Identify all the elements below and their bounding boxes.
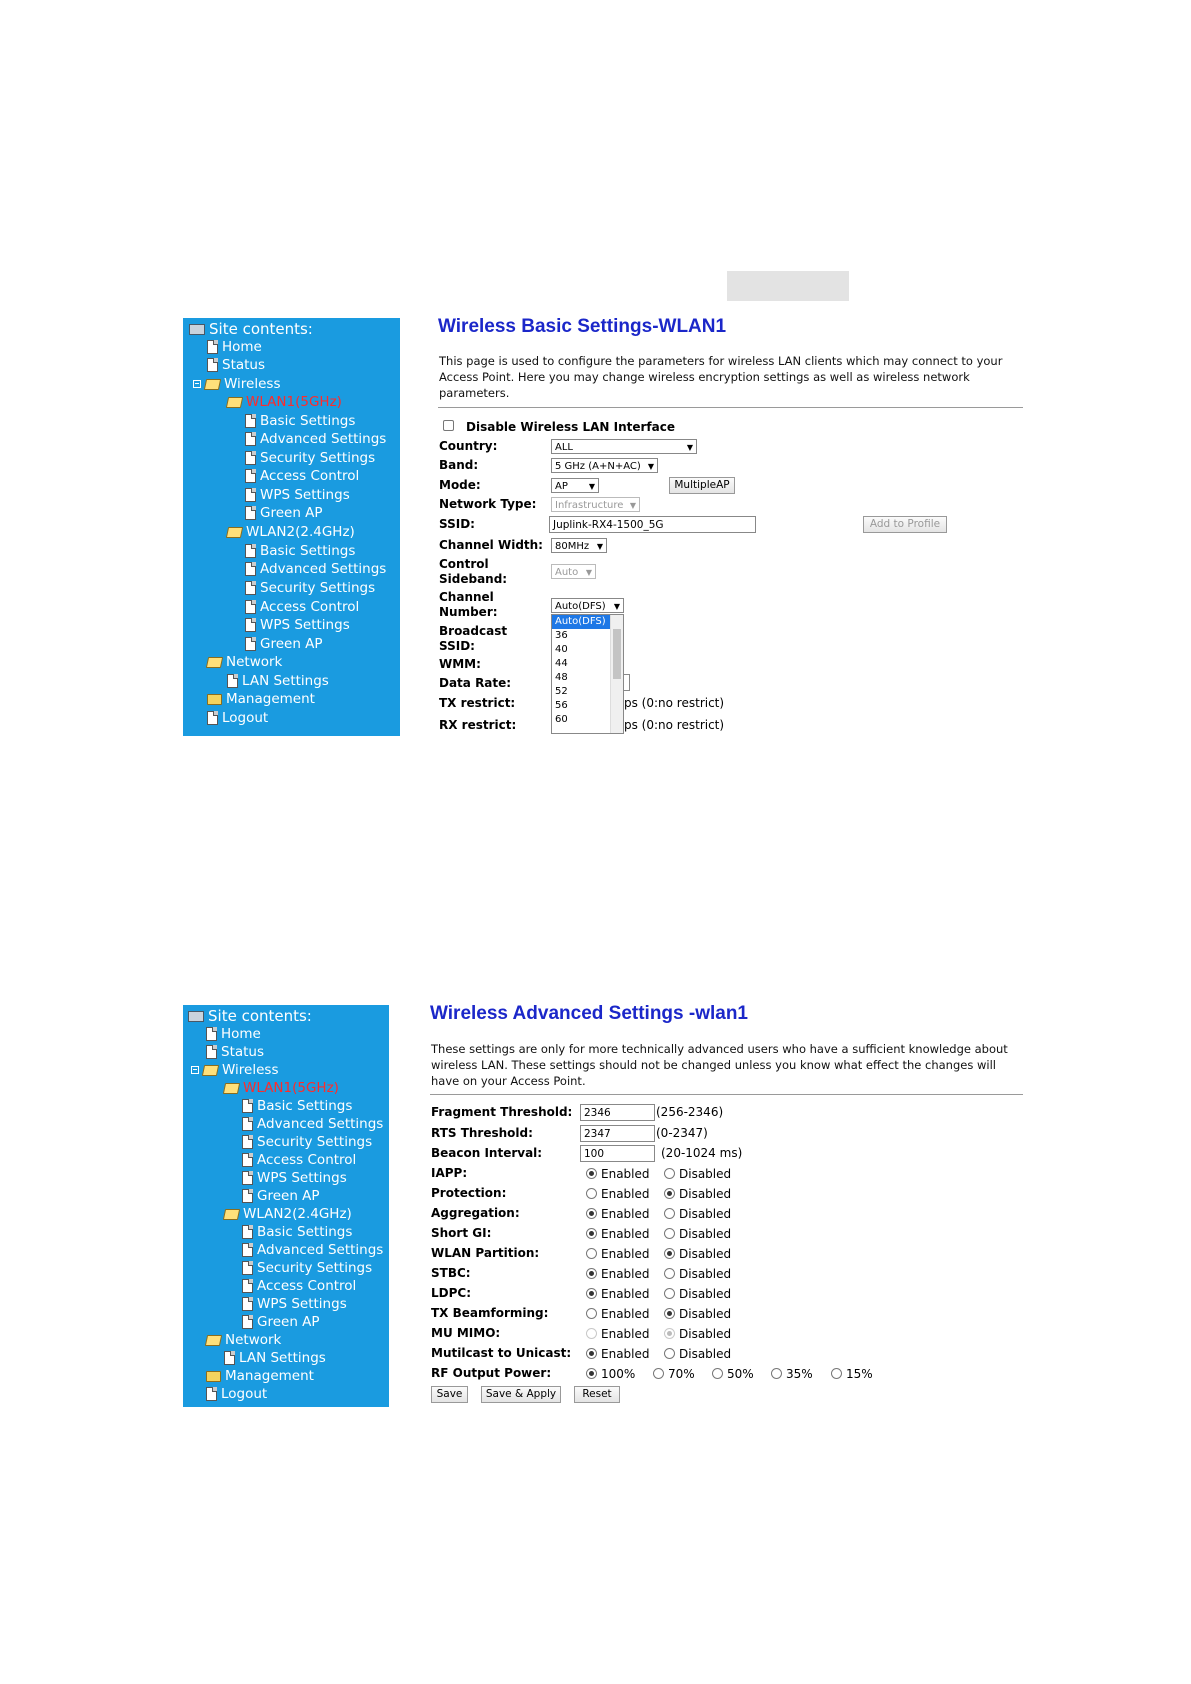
country-select[interactable]: ALL ▼ — [551, 439, 697, 454]
tx-restrict-suffix: ps (0:no restrict) — [624, 696, 725, 710]
page-description: These settings are only for more technically advanced users who have a sufficient knowledge about wireless LAN. These settings should not be changed unless you know what effect the changes will have on your Access Point. — [431, 1042, 1008, 1088]
disabled-radio[interactable] — [664, 1308, 675, 1319]
page-icon — [242, 1099, 253, 1113]
disable-wlan-label: Disable Wireless LAN Interface — [466, 420, 675, 434]
channel-option[interactable]: 40 — [555, 644, 568, 655]
collapse-icon[interactable] — [193, 380, 201, 388]
control-sideband-label: Control Sideband: — [439, 557, 508, 586]
sidebar-2 — [183, 1005, 389, 1407]
page-icon — [245, 414, 256, 428]
fragment-threshold-label: Fragment Threshold: — [431, 1105, 573, 1119]
mode-label: Mode: — [439, 478, 481, 492]
enabled-radio[interactable] — [586, 1328, 597, 1339]
sidebar-title: Site contents: — [189, 320, 313, 338]
enabled-radio[interactable] — [586, 1348, 597, 1359]
disabled-text: Disabled — [679, 1187, 732, 1201]
sidebar-item-advanced-settings[interactable]: Advanced Settings — [245, 430, 386, 448]
page-title: Wireless Basic Settings-WLAN1 — [438, 316, 727, 337]
disabled-radio[interactable] — [664, 1208, 675, 1219]
page-icon — [227, 674, 238, 688]
data-rate-label: Data Rate: — [439, 676, 512, 690]
rx-restrict-label: RX restrict: — [439, 718, 517, 732]
band-label: Band: — [439, 458, 479, 472]
channel-option[interactable]: 52 — [555, 686, 568, 697]
sidebar-item-status[interactable]: Status — [206, 1043, 264, 1061]
option-label: STBC: — [431, 1266, 471, 1280]
gray-placeholder-box — [727, 271, 849, 301]
page-description: This page is used to configure the parameters for wireless LAN clients which may connect to your Access Point. Here you may change wireless encryption settings as well as wireless network parameters. — [439, 354, 1003, 400]
page-icon — [242, 1189, 253, 1203]
sidebar-item-advanced-settings[interactable]: Advanced Settings — [245, 560, 386, 578]
sidebar-item-green-ap[interactable]: Green AP — [242, 1187, 320, 1205]
disabled-radio[interactable] — [664, 1168, 675, 1179]
page-icon — [245, 469, 256, 483]
computer-icon — [188, 1011, 204, 1022]
page-icon — [242, 1171, 253, 1185]
page-icon — [242, 1135, 253, 1149]
sidebar-item-wireless[interactable]: Wireless — [191, 1061, 279, 1079]
chevron-down-icon: ▼ — [585, 568, 592, 577]
channel-number-label: Channel Number: — [439, 590, 498, 619]
sidebar-item-security-settings[interactable]: Security Settings — [245, 579, 375, 597]
save-button[interactable]: Save — [431, 1386, 468, 1403]
sidebar-item-wps-settings[interactable]: WPS Settings — [245, 486, 350, 504]
sidebar-title: Site contents: — [188, 1007, 312, 1025]
option-label: LDPC: — [431, 1286, 472, 1300]
disabled-text: Disabled — [679, 1327, 732, 1341]
page-icon — [207, 358, 218, 372]
collapse-icon[interactable] — [191, 1066, 199, 1074]
page-icon — [206, 1027, 217, 1041]
mode-select[interactable]: AP ▼ — [551, 478, 599, 493]
page-icon — [245, 506, 256, 520]
disabled-radio[interactable] — [664, 1328, 675, 1339]
disabled-radio[interactable] — [664, 1268, 675, 1279]
disabled-radio[interactable] — [664, 1348, 675, 1359]
folder-open-icon — [223, 1209, 240, 1220]
rf-power-option-text: 15% — [846, 1367, 873, 1381]
folder-open-icon — [204, 379, 221, 390]
channel-option[interactable]: 48 — [555, 672, 568, 683]
chevron-down-icon: ▼ — [686, 443, 693, 452]
enabled-radio[interactable] — [586, 1248, 597, 1259]
network-type-select[interactable]: Infrastructure ▼ — [551, 497, 640, 512]
page-icon — [242, 1117, 253, 1131]
sidebar-item-security-settings[interactable]: Security Settings — [242, 1259, 372, 1277]
enabled-text: Enabled — [601, 1327, 650, 1341]
scrollbar-thumb[interactable] — [613, 629, 621, 679]
disabled-radio[interactable] — [664, 1248, 675, 1259]
sidebar-item-wps-settings[interactable]: WPS Settings — [245, 616, 350, 634]
folder-icon — [206, 1371, 221, 1382]
broadcast-ssid-label: Broadcast SSID: — [439, 624, 508, 653]
sidebar-item-green-ap[interactable]: Green AP — [242, 1313, 320, 1331]
disabled-text: Disabled — [679, 1247, 732, 1261]
enabled-text: Enabled — [601, 1347, 650, 1361]
channel-number-select[interactable]: Auto(DFS) ▼ — [551, 598, 624, 613]
ssid-label: SSID: — [439, 517, 475, 531]
enabled-text: Enabled — [601, 1247, 650, 1261]
sidebar-item-advanced-settings[interactable]: Advanced Settings — [242, 1241, 383, 1259]
dropdown-scrollbar[interactable] — [610, 615, 623, 733]
sidebar-item-wps-settings[interactable]: WPS Settings — [242, 1295, 347, 1313]
channel-option[interactable]: 56 — [555, 700, 568, 711]
option-label: Short GI: — [431, 1226, 492, 1240]
sidebar-item-access-control[interactable]: Access Control — [242, 1151, 356, 1169]
folder-open-icon — [223, 1083, 240, 1094]
option-label: Protection: — [431, 1186, 507, 1200]
add-to-profile-button[interactable]: Add to Profile — [863, 516, 947, 533]
sidebar-item-home[interactable]: Home — [207, 338, 262, 356]
fragment-threshold-range: (256-2346) — [656, 1105, 724, 1119]
rts-threshold-label: RTS Threshold: — [431, 1126, 533, 1140]
ssid-input[interactable]: Juplink-RX4-1500_5G — [549, 516, 756, 533]
rf-power-radio[interactable] — [653, 1368, 664, 1379]
page-icon — [242, 1261, 253, 1275]
chevron-down-icon: ▼ — [613, 602, 620, 611]
sidebar-item-green-ap[interactable]: Green AP — [245, 635, 323, 653]
option-label: IAPP: — [431, 1166, 468, 1180]
rf-power-radio[interactable] — [712, 1368, 723, 1379]
channel-option[interactable]: 36 — [555, 630, 568, 641]
channel-option[interactable]: 60 — [555, 714, 568, 725]
channel-option[interactable]: 44 — [555, 658, 568, 669]
rf-output-power-label: RF Output Power: — [431, 1366, 552, 1380]
sidebar-item-network[interactable]: Network — [207, 653, 282, 671]
reset-button[interactable]: Reset — [574, 1386, 620, 1403]
sidebar-item-management[interactable]: Management — [207, 690, 315, 708]
enabled-text: Enabled — [601, 1187, 650, 1201]
page-icon — [242, 1225, 253, 1239]
rf-power-option-text: 70% — [668, 1367, 695, 1381]
sidebar-item-wireless[interactable]: Wireless — [193, 375, 281, 393]
disabled-text: Disabled — [679, 1307, 732, 1321]
sidebar-item-access-control[interactable]: Access Control — [242, 1277, 356, 1295]
enabled-radio[interactable] — [586, 1168, 597, 1179]
sidebar-item-status[interactable]: Status — [207, 356, 265, 374]
page-icon — [245, 618, 256, 632]
sidebar-item-advanced-settings[interactable]: Advanced Settings — [242, 1115, 383, 1133]
rts-threshold-range: (0-2347) — [656, 1126, 708, 1140]
page-icon — [224, 1351, 235, 1365]
page-icon — [245, 600, 256, 614]
page-icon — [245, 488, 256, 502]
sidebar-item-green-ap[interactable]: Green AP — [245, 504, 323, 522]
folder-open-icon — [226, 527, 243, 538]
enabled-text: Enabled — [601, 1227, 650, 1241]
wmm-label: WMM: — [439, 657, 481, 671]
sidebar-item-wlan1[interactable]: WLAN1(5GHz) — [224, 1079, 339, 1097]
sidebar-item-lan-settings[interactable]: LAN Settings — [227, 672, 329, 690]
enabled-text: Enabled — [601, 1207, 650, 1221]
option-label: TX Beamforming: — [431, 1306, 549, 1320]
divider — [430, 1094, 1023, 1095]
channel-width-label: Channel Width: — [439, 538, 543, 552]
disabled-text: Disabled — [679, 1267, 732, 1281]
sidebar-item-wps-settings[interactable]: WPS Settings — [242, 1169, 347, 1187]
page-icon — [206, 1387, 217, 1401]
multiple-ap-button[interactable]: MultipleAP — [669, 477, 735, 494]
page-icon — [242, 1279, 253, 1293]
sidebar-1 — [183, 318, 400, 736]
page-icon — [245, 432, 256, 446]
enabled-text: Enabled — [601, 1267, 650, 1281]
sidebar-item-basic-settings[interactable]: Basic Settings — [242, 1223, 352, 1241]
channel-width-select[interactable]: 80MHz ▼ — [551, 538, 607, 553]
divider — [438, 407, 1023, 408]
page-icon — [245, 581, 256, 595]
sidebar-item-basic-settings[interactable]: Basic Settings — [245, 542, 355, 560]
tx-restrict-label: TX restrict: — [439, 696, 516, 710]
beacon-interval-label: Beacon Interval: — [431, 1146, 543, 1160]
page-icon — [242, 1315, 253, 1329]
page-icon — [242, 1297, 253, 1311]
chevron-down-icon: ▼ — [588, 482, 595, 491]
sidebar-item-logout[interactable]: Logout — [207, 709, 268, 727]
disabled-radio[interactable] — [664, 1228, 675, 1239]
fragment-threshold-input[interactable]: 2346 — [580, 1104, 655, 1121]
data-rate-select-edge[interactable] — [624, 674, 630, 691]
enabled-text: Enabled — [601, 1287, 650, 1301]
sidebar-item-access-control[interactable]: Access Control — [245, 598, 359, 616]
disabled-text: Disabled — [679, 1207, 732, 1221]
page-icon — [245, 562, 256, 576]
option-label: WLAN Partition: — [431, 1246, 540, 1260]
sidebar-item-lan-settings[interactable]: LAN Settings — [224, 1349, 326, 1367]
sidebar-item-basic-settings[interactable]: Basic Settings — [242, 1097, 352, 1115]
sidebar-item-security-settings[interactable]: Security Settings — [245, 449, 375, 467]
sidebar-item-network[interactable]: Network — [206, 1331, 281, 1349]
enabled-radio[interactable] — [586, 1228, 597, 1239]
sidebar-item-access-control[interactable]: Access Control — [245, 467, 359, 485]
rf-power-option-text: 35% — [786, 1367, 813, 1381]
folder-open-icon — [226, 397, 243, 408]
page-icon — [245, 544, 256, 558]
page-icon — [242, 1153, 253, 1167]
disable-wlan-checkbox[interactable] — [443, 420, 454, 431]
enabled-text: Enabled — [601, 1167, 650, 1181]
rf-power-radio[interactable] — [831, 1368, 842, 1379]
save-apply-button[interactable]: Save & Apply — [481, 1386, 561, 1403]
page-icon — [206, 1045, 217, 1059]
rf-power-radio[interactable] — [586, 1368, 597, 1379]
channel-option[interactable]: Auto(DFS) — [552, 615, 610, 629]
disabled-radio[interactable] — [664, 1188, 675, 1199]
sidebar-item-wlan2[interactable]: WLAN2(2.4GHz) — [227, 523, 355, 541]
rf-power-option-text: 100% — [601, 1367, 636, 1381]
disabled-text: Disabled — [679, 1167, 732, 1181]
rf-power-radio[interactable] — [771, 1368, 782, 1379]
page-title: Wireless Advanced Settings -wlan1 — [430, 1003, 748, 1024]
country-label: Country: — [439, 439, 498, 453]
page-icon — [242, 1243, 253, 1257]
computer-icon — [189, 324, 205, 335]
enabled-radio[interactable] — [586, 1308, 597, 1319]
chevron-down-icon: ▼ — [647, 462, 654, 471]
option-label: Mutilcast to Unicast: — [431, 1346, 572, 1360]
channel-dropdown-list[interactable] — [551, 614, 624, 734]
sidebar-item-wlan1[interactable]: WLAN1(5GHz) — [227, 393, 342, 411]
page-icon — [245, 451, 256, 465]
disabled-text: Disabled — [679, 1287, 732, 1301]
folder-open-icon — [206, 657, 223, 668]
band-select[interactable]: 5 GHz (A+N+AC) ▼ — [551, 458, 658, 473]
disabled-text: Disabled — [679, 1227, 732, 1241]
sidebar-item-logout[interactable]: Logout — [206, 1385, 267, 1403]
beacon-interval-input[interactable]: 100 — [580, 1145, 655, 1162]
beacon-interval-range: (20-1024 ms) — [661, 1146, 743, 1160]
option-label: MU MIMO: — [431, 1326, 501, 1340]
page-icon — [245, 637, 256, 651]
sidebar-item-security-settings[interactable]: Security Settings — [242, 1133, 372, 1151]
page-icon — [207, 711, 218, 725]
sidebar-item-wlan2[interactable]: WLAN2(2.4GHz) — [224, 1205, 352, 1223]
disabled-radio[interactable] — [664, 1288, 675, 1299]
page-icon — [207, 340, 218, 354]
sidebar-item-management[interactable]: Management — [206, 1367, 314, 1385]
chevron-down-icon: ▼ — [629, 501, 636, 510]
enabled-text: Enabled — [601, 1307, 650, 1321]
folder-icon — [207, 694, 222, 705]
sidebar-item-basic-settings[interactable]: Basic Settings — [245, 412, 355, 430]
control-sideband-select[interactable]: Auto ▼ — [551, 564, 596, 579]
disabled-text: Disabled — [679, 1347, 732, 1361]
folder-open-icon — [202, 1065, 219, 1076]
network-type-label: Network Type: — [439, 497, 537, 511]
enabled-radio[interactable] — [586, 1188, 597, 1199]
folder-open-icon — [205, 1335, 222, 1346]
option-label: Aggregation: — [431, 1206, 520, 1220]
enabled-radio[interactable] — [586, 1288, 597, 1299]
enabled-radio[interactable] — [586, 1208, 597, 1219]
enabled-radio[interactable] — [586, 1268, 597, 1279]
rf-power-option-text: 50% — [727, 1367, 754, 1381]
sidebar-item-home[interactable]: Home — [206, 1025, 261, 1043]
rx-restrict-suffix: ps (0:no restrict) — [624, 718, 725, 732]
chevron-down-icon: ▼ — [596, 542, 603, 551]
rts-threshold-input[interactable]: 2347 — [580, 1125, 655, 1142]
